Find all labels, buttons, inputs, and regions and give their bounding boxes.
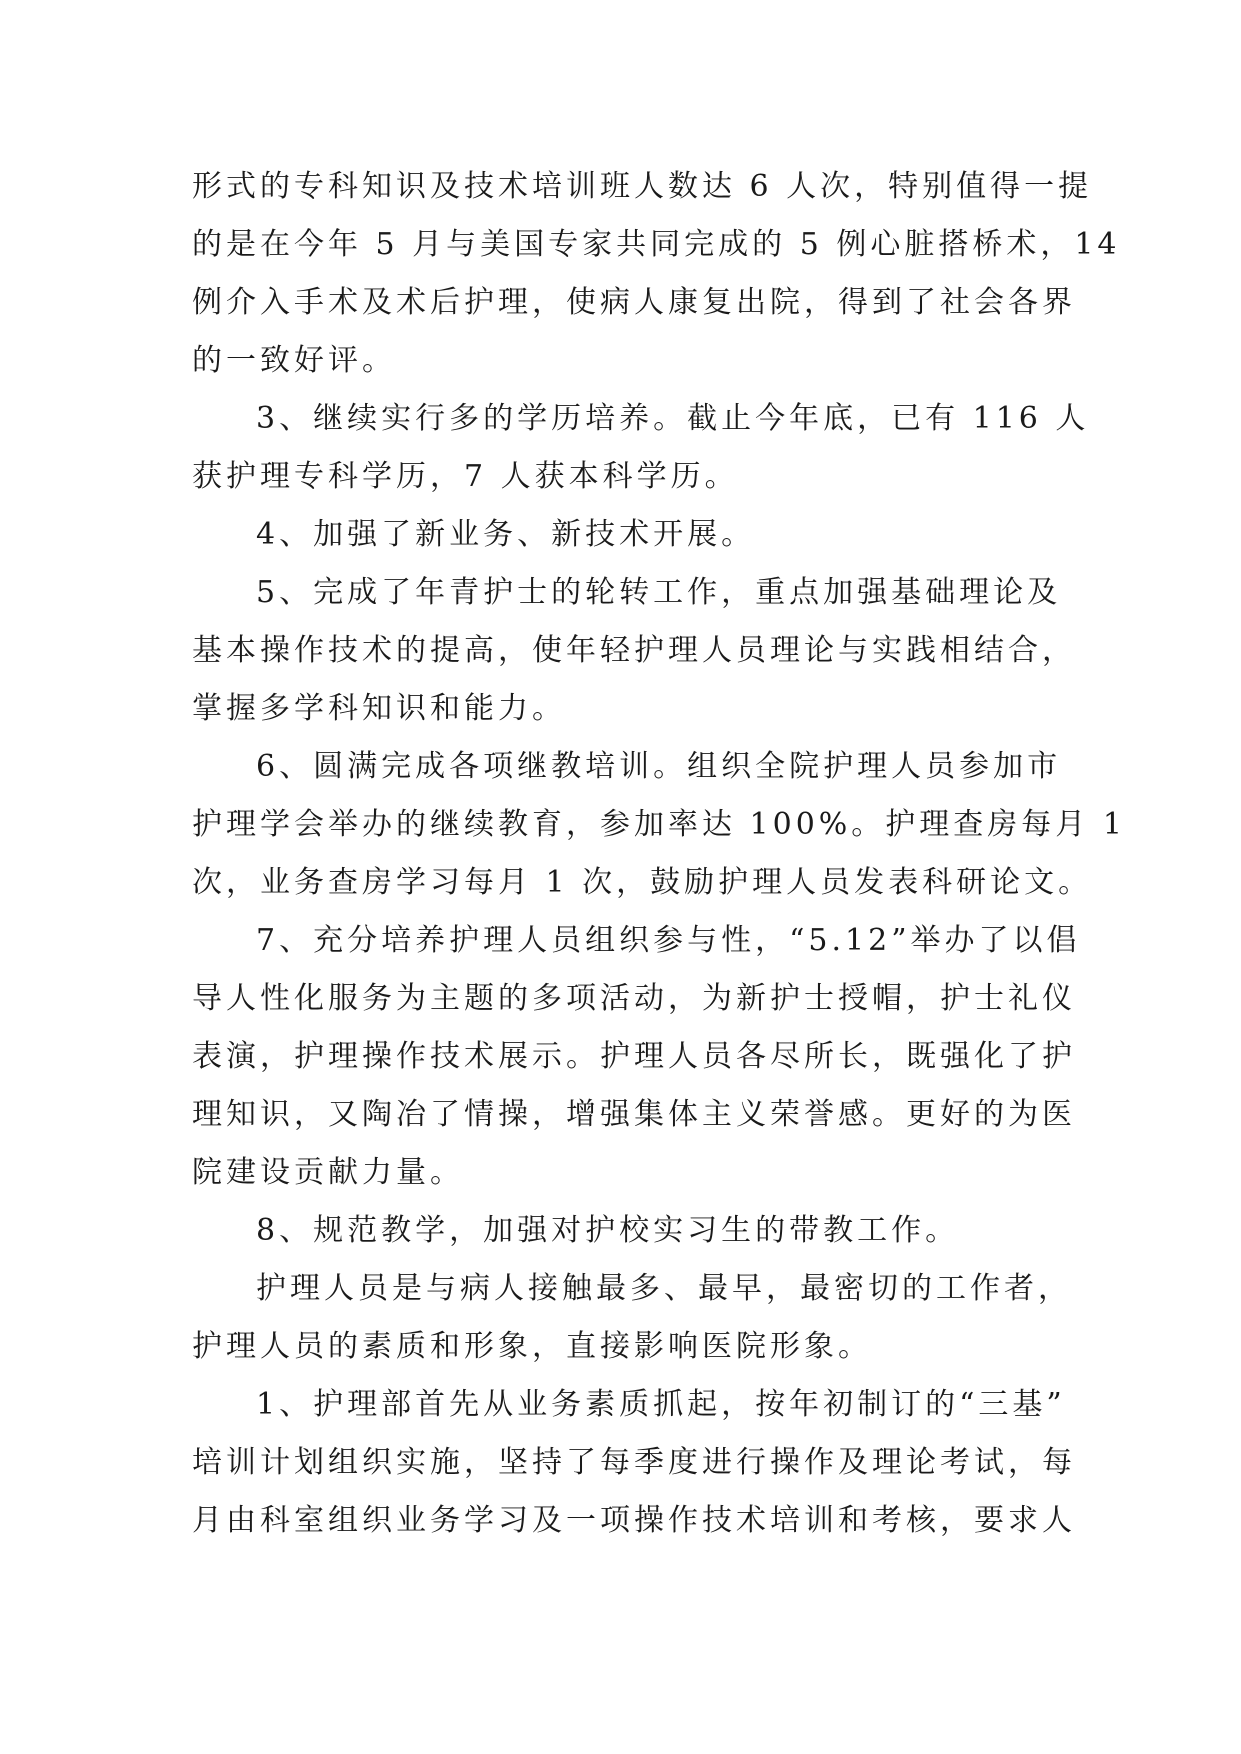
paragraph-item-5 <box>192 564 1076 738</box>
text-line: 护理学会举办的继续教育，参加率达 100%。护理查房每月 1 <box>192 807 1126 842</box>
text-line: 护理人员是与病人接触最多、最早，最密切的工作者， <box>256 1271 1072 1306</box>
text-line: 次，业务查房学习每月 1 次，鼓励护理人员发表科研论文。 <box>192 865 1093 900</box>
text-line: 培训计划组织实施，坚持了每季度进行操作及理论考试，每 <box>192 1445 1076 1480</box>
text-line: 8、规范教学，加强对护校实习生的带教工作。 <box>256 1213 960 1248</box>
text-line: 形式的专科知识及技术培训班人数达 6 人次，特别值得一提 <box>192 169 1093 204</box>
paragraph-item-4 <box>192 506 1062 564</box>
text-line: 6、圆满完成各项继教培训。组织全院护理人员参加市 <box>256 749 1062 784</box>
text-line: 月由科室组织业务学习及一项操作技术培训和考核，要求人 <box>192 1503 1076 1538</box>
text-line: 的一致好评。 <box>192 343 396 378</box>
paragraph-training-results <box>192 158 1121 390</box>
paragraph-quality-item-1 <box>192 1376 1076 1550</box>
text-line: 1、护理部首先从业务素质抓起，按年初制订的“三基” <box>256 1387 1066 1422</box>
text-line: 5、完成了年青护士的轮转工作，重点加强基础理论及 <box>256 575 1062 610</box>
text-line: 的是在今年 5 月与美国专家共同完成的 5 例心脏搭桥术，14 <box>192 227 1121 262</box>
text-line: 导人性化服务为主题的多项活动，为新护士授帽，护士礼仪 <box>192 981 1076 1016</box>
text-line: 4、加强了新业务、新技术开展。 <box>256 517 756 552</box>
text-line: 获护理专科学历，7 人获本科学历。 <box>192 459 739 494</box>
text-line: 护理人员的素质和形象，直接影响医院形象。 <box>192 1329 872 1364</box>
text-line: 理知识，又陶冶了情操，增强集体主义荣誉感。更好的为医 <box>192 1097 1076 1132</box>
text-line: 院建设贡献力量。 <box>192 1155 464 1190</box>
text-line: 基本操作技术的提高，使年轻护理人员理论与实践相结合， <box>192 633 1076 668</box>
paragraph-item-8 <box>192 1202 1062 1260</box>
text-line: 例介入手术及术后护理，使病人康复出院，得到了社会各界 <box>192 285 1076 320</box>
text-line: 3、继续实行多的学历培养。截止今年底，已有 116 人 <box>256 401 1090 436</box>
paragraph-item-6 <box>192 738 1126 912</box>
paragraph-staff-quality <box>192 1260 1072 1376</box>
document-body <box>192 158 1126 1550</box>
paragraph-item-7 <box>192 912 1081 1202</box>
text-line: 掌握多学科知识和能力。 <box>192 691 566 726</box>
text-line: 表演，护理操作技术展示。护理人员各尽所长，既强化了护 <box>192 1039 1076 1074</box>
text-line: 7、充分培养护理人员组织参与性，“5.12”举办了以倡 <box>256 923 1081 958</box>
paragraph-item-3 <box>192 390 1090 506</box>
